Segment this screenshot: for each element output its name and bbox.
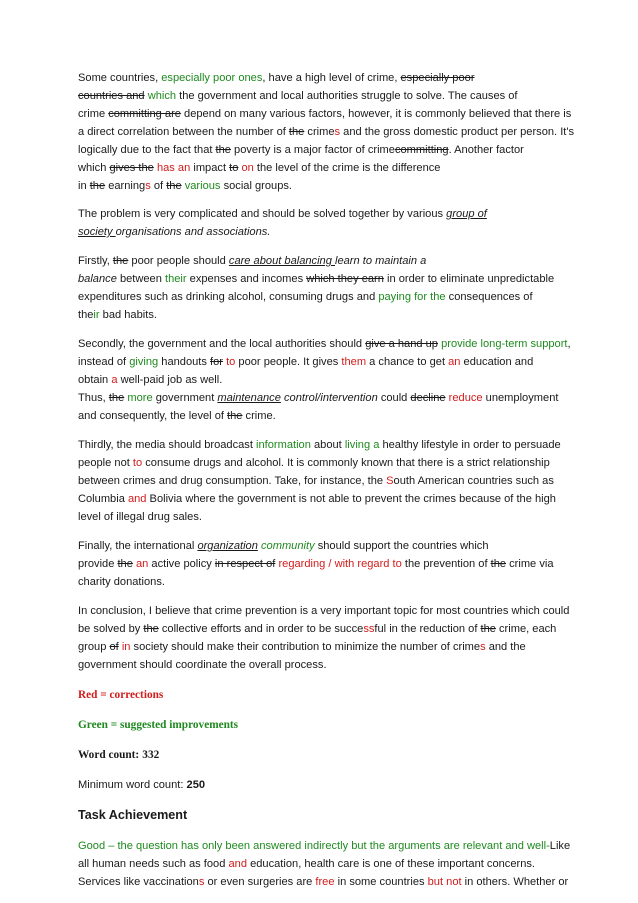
text-line: [78, 492, 556, 507]
correction-text: and: [228, 858, 247, 870]
text-line: [78, 225, 270, 240]
text-line: [78, 161, 440, 176]
text-run: active policy: [148, 558, 215, 570]
strikethrough-text: of: [109, 641, 119, 653]
correction-text: regarding / with regard to: [278, 558, 402, 570]
text-run: crime: [304, 126, 335, 138]
text-run: and consequently, the level of: [78, 410, 228, 422]
text-line: [78, 857, 535, 872]
suggestion-text: giving: [129, 356, 159, 368]
text-run: or even surgeries are: [204, 876, 316, 888]
strikethrough-text: decline: [410, 392, 446, 404]
correction-text: free: [315, 876, 335, 888]
strikethrough-text: especially poor: [400, 72, 475, 84]
strikethrough-text: the: [490, 558, 507, 570]
text-line: [78, 107, 571, 122]
correction-text: them: [341, 356, 367, 368]
text-run: poor people should: [128, 255, 229, 267]
text-run: Firstly,: [78, 255, 113, 267]
correction-text: s: [334, 126, 341, 138]
strikethrough-text: in respect of: [214, 558, 276, 570]
text-run: Secondly, the government and the local authorities should: [78, 338, 366, 350]
text-line: [78, 575, 165, 590]
min-word-count-label: Minimum word count:: [78, 779, 184, 791]
correction-text: ss: [363, 623, 375, 635]
text-line: [78, 604, 569, 619]
text-line: [78, 640, 526, 655]
text-run: , have a high level of crime,: [262, 72, 401, 84]
text-line: [78, 391, 558, 406]
text-run: and the gross domestic product per person. It's: [340, 126, 575, 138]
min-word-count-value: 250: [186, 779, 206, 791]
strikethrough-text: the: [288, 126, 305, 138]
text-run: depend on many various factors, however, it is commonly believed that there is: [180, 108, 572, 120]
text-run: Finally, the international: [78, 540, 198, 552]
strikethrough-text: for: [210, 356, 223, 368]
text-run: group: [78, 641, 110, 653]
text-run: Bolivia where the government is not able to prevent the crimes because of the high: [146, 493, 556, 505]
suggestion-text: various: [184, 180, 221, 192]
correction-text: an: [135, 558, 149, 570]
strikethrough-text: the: [117, 558, 133, 570]
text-run: about: [310, 439, 345, 451]
text-run: social groups.: [220, 180, 293, 192]
text-run: The problem is very complicated and should be solved together by various: [78, 208, 447, 220]
text-run: society should make their contribution to minimize the number of crime: [130, 641, 481, 653]
text-run: the prevention of: [401, 558, 491, 570]
correction-text: has an: [156, 162, 191, 174]
text-line: [78, 125, 574, 140]
text-run: obtain: [78, 374, 112, 386]
text-line: [78, 355, 533, 370]
correction-text: on: [241, 162, 254, 174]
text-run: a direct correlation between the number of: [78, 126, 289, 138]
text-line: [78, 510, 202, 525]
strikethrough-text: gives the: [109, 162, 154, 174]
text-run: balance: [78, 273, 117, 285]
min-word-count: [78, 778, 205, 793]
text-run: level of illegal drug sales.: [78, 511, 202, 523]
text-run: in some countries: [334, 876, 428, 888]
legend-green: Green = suggested improvements: [78, 719, 239, 731]
text-run: instead of: [78, 356, 130, 368]
text-run: between: [116, 273, 165, 285]
text-run: of: [150, 180, 167, 192]
strikethrough-text: the: [112, 255, 129, 267]
text-run: Thus,: [78, 392, 109, 404]
text-line: [78, 474, 554, 489]
strikethrough-text: the: [108, 392, 125, 404]
correction-text: s: [198, 876, 205, 888]
strikethrough-text: the: [215, 144, 231, 156]
text-run: crime: [78, 108, 109, 120]
text-line: [78, 254, 426, 269]
text-line: [78, 373, 222, 388]
text-line: [78, 337, 571, 352]
text-run: Services like vaccination: [78, 876, 199, 888]
text-line: [78, 71, 475, 86]
correction-text: to: [226, 356, 236, 368]
strikethrough-text: the: [89, 180, 106, 192]
text-line: [78, 539, 489, 554]
text-run: government should coordinate the overall process.: [78, 659, 327, 671]
text-run: consequences of: [445, 291, 533, 303]
text-run: should support the countries which: [314, 540, 489, 552]
text-line: [78, 409, 276, 424]
strikethrough-text: the: [166, 180, 182, 192]
strikethrough-text: committing are: [108, 108, 181, 120]
legend-red: Red = corrections: [78, 689, 164, 701]
text-run: in: [78, 180, 90, 192]
suggestion-text: paying for the: [378, 291, 446, 303]
text-line: [78, 456, 550, 471]
text-line: [78, 143, 524, 158]
text-run: be solved by: [78, 623, 144, 635]
strikethrough-text: the: [480, 623, 496, 635]
suggestion-text: information: [256, 439, 311, 451]
text-run: people not: [78, 457, 133, 469]
suggestion-text: ir: [93, 309, 100, 321]
text-run: organisations and associations.: [115, 226, 271, 238]
text-run: crime, each: [495, 623, 557, 635]
text-run: learn to maintain a: [334, 255, 427, 267]
text-run: group of: [446, 208, 487, 220]
suggestion-text: living a: [344, 439, 380, 451]
text-line: [78, 89, 518, 104]
suggestion-text: especially poor ones: [161, 72, 263, 84]
text-run: and the: [485, 641, 526, 653]
text-run: organization: [197, 540, 258, 552]
word-count-value: 332: [142, 749, 160, 761]
text-run: earning: [105, 180, 146, 192]
strikethrough-text: which they earn: [306, 273, 384, 285]
text-line: [78, 839, 570, 854]
strikethrough-text: the: [227, 410, 243, 422]
correction-text: to: [132, 457, 143, 469]
suggestion-text: community: [260, 540, 315, 552]
correction-text: but not: [427, 876, 462, 888]
text-run: crime via: [506, 558, 554, 570]
strikethrough-text: to: [229, 162, 239, 174]
text-run: bad habits.: [99, 309, 157, 321]
correction-text: s: [145, 180, 151, 192]
text-run: crime.: [242, 410, 276, 422]
text-line: [78, 272, 554, 287]
text-run: the: [78, 309, 94, 321]
strikethrough-text: committing: [394, 144, 449, 156]
text-run: impact: [190, 162, 230, 174]
text-run: unemployment: [482, 392, 559, 404]
text-run: . Another factor: [448, 144, 524, 156]
suggestion-text: their: [164, 273, 187, 285]
text-run: charity donations.: [78, 576, 165, 588]
text-run: outh American countries such as: [393, 475, 554, 487]
correction-text: and: [127, 493, 147, 505]
text-run: education, health care is one of these important concerns.: [247, 858, 535, 870]
text-run: Thirdly, the media should broadcast: [78, 439, 257, 451]
text-run: well-paid job as well.: [117, 374, 223, 386]
text-line: [78, 438, 561, 453]
text-run: in order to eliminate unpredictable: [383, 273, 555, 285]
text-run: in others. Whether or: [461, 876, 569, 888]
text-run: ,: [567, 338, 571, 350]
text-run: the government and local authorities struggle to solve. The causes of: [176, 90, 518, 102]
text-run: handouts: [158, 356, 211, 368]
strikethrough-text: the: [143, 623, 159, 635]
text-line: [78, 207, 487, 222]
correction-text: a: [111, 374, 118, 386]
task-achievement-heading: Task Achievement: [78, 808, 188, 822]
text-line: [78, 875, 568, 890]
suggestion-text: Good – the question has only been answered indirectly but the arguments are relevant and well-: [78, 840, 550, 852]
text-run: control/intervention: [284, 392, 378, 404]
correction-text: reduce: [448, 392, 483, 404]
text-run: education and: [460, 356, 534, 368]
suggestion-text: more: [127, 392, 153, 404]
text-run: expenditures such as drinking alcohol, consuming drugs and: [78, 291, 379, 303]
text-line: [78, 622, 556, 637]
text-run: poverty is a major factor of crime: [230, 144, 395, 156]
text-run: provide: [78, 558, 118, 570]
correction-text: s: [480, 641, 486, 653]
word-count: [78, 748, 159, 763]
strikethrough-text: countries and: [78, 90, 145, 102]
text-run: expenses and incomes: [186, 273, 307, 285]
text-run: collective efforts and in order to be succe: [158, 623, 364, 635]
text-run: Columbia: [78, 493, 128, 505]
text-run: a chance to get: [366, 356, 449, 368]
text-line: [78, 179, 292, 194]
text-line: [78, 658, 327, 673]
text-run: care about balancing: [228, 255, 335, 267]
text-run: government: [152, 392, 218, 404]
text-run: logically due to the fact that: [78, 144, 216, 156]
text-line: [78, 308, 157, 323]
text-run: between crimes and drug consumption. Take, for instance, the: [78, 475, 387, 487]
text-line: [78, 290, 533, 305]
text-run: maintenance: [217, 392, 281, 404]
text-run: which: [78, 162, 110, 174]
text-run: society: [78, 226, 116, 238]
word-count-label: Word count:: [78, 749, 140, 761]
correction-text: S: [386, 475, 394, 487]
text-run: Some countries,: [78, 72, 162, 84]
text-line: [78, 557, 554, 572]
text-run: healthy lifestyle in order to persuade: [379, 439, 561, 451]
suggestion-text: which: [147, 90, 177, 102]
correction-text: an: [448, 356, 461, 368]
correction-text: in: [121, 641, 131, 653]
text-run: ful in the reduction of: [374, 623, 481, 635]
text-run: could: [377, 392, 411, 404]
text-run: consume drugs and alcohol. It is commonly known that there is a strict relationship: [142, 457, 550, 469]
text-run: Like: [549, 840, 571, 852]
suggestion-text: provide long-term support: [441, 338, 568, 350]
text-run: In conclusion, I believe that crime prevention is a very important topic for most countries which could: [78, 605, 570, 617]
text-run: all human needs such as food: [78, 858, 229, 870]
text-run: poor people. It gives: [235, 356, 342, 368]
text-run: the level of the crime is the difference: [253, 162, 441, 174]
strikethrough-text: give a hand up: [365, 338, 438, 350]
